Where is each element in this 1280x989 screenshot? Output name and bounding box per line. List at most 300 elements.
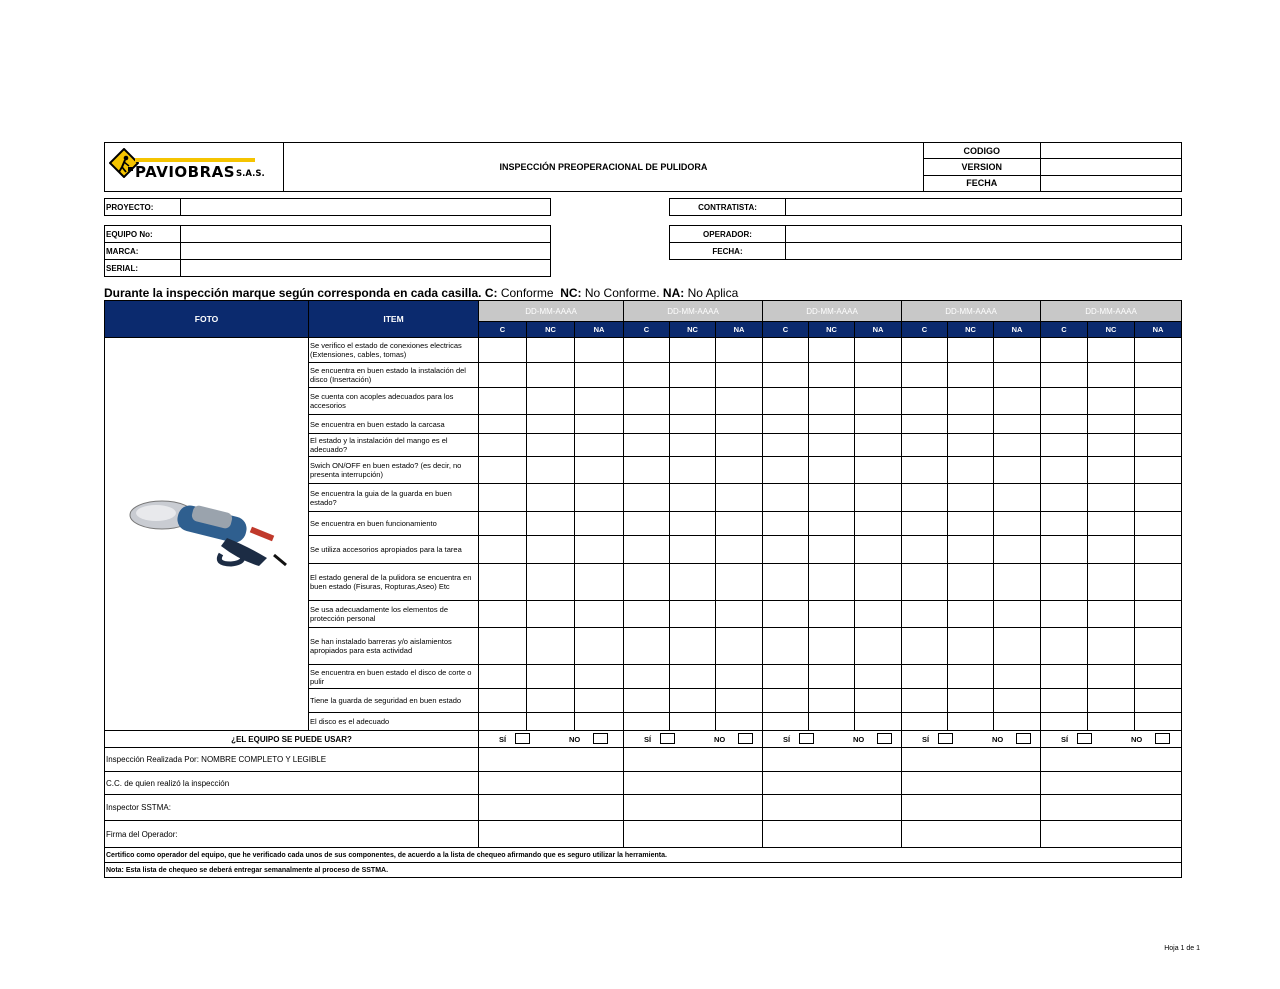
check-cell[interactable] <box>479 512 527 536</box>
check-cell[interactable] <box>575 601 624 628</box>
check-cell[interactable] <box>994 512 1041 536</box>
check-cell[interactable] <box>948 564 994 601</box>
check-cell[interactable] <box>1088 434 1135 457</box>
equipo-field[interactable] <box>181 226 551 243</box>
check-cell[interactable] <box>670 713 716 731</box>
page-title: INSPECCIÓN PREOPERACIONAL DE PULIDORA <box>284 143 924 192</box>
check-cell[interactable] <box>855 512 902 536</box>
check-cell[interactable] <box>763 363 809 388</box>
check-cell[interactable] <box>994 363 1041 388</box>
si-checkbox[interactable] <box>938 733 953 744</box>
check-cell[interactable] <box>809 388 855 415</box>
check-cell[interactable] <box>479 457 527 484</box>
check-cell[interactable] <box>1088 689 1135 713</box>
check-cell[interactable] <box>670 689 716 713</box>
check-cell[interactable] <box>575 484 624 512</box>
status-column-header: NA <box>1135 322 1182 338</box>
check-cell[interactable] <box>624 457 670 484</box>
check-cell[interactable] <box>1135 434 1182 457</box>
footer-entry-field[interactable] <box>763 772 902 795</box>
check-cell[interactable] <box>763 338 809 363</box>
check-cell[interactable] <box>1088 665 1135 689</box>
check-cell[interactable] <box>479 415 527 434</box>
check-cell[interactable] <box>479 628 527 665</box>
check-cell[interactable] <box>624 665 670 689</box>
check-cell[interactable] <box>527 601 575 628</box>
check-cell[interactable] <box>948 628 994 665</box>
check-cell[interactable] <box>855 363 902 388</box>
checklist-item: Se usa adecuadamente los elementos de protección personal <box>309 601 479 628</box>
footer-entry-field[interactable] <box>479 795 624 821</box>
check-cell[interactable] <box>1088 338 1135 363</box>
check-cell[interactable] <box>1041 689 1088 713</box>
check-cell[interactable] <box>994 388 1041 415</box>
check-cell[interactable] <box>809 689 855 713</box>
check-cell[interactable] <box>716 363 763 388</box>
check-cell[interactable] <box>902 388 948 415</box>
check-cell[interactable] <box>809 601 855 628</box>
check-cell[interactable] <box>1135 415 1182 434</box>
check-cell[interactable] <box>1041 564 1088 601</box>
check-cell[interactable] <box>948 484 994 512</box>
check-cell[interactable] <box>527 388 575 415</box>
check-cell[interactable] <box>809 628 855 665</box>
check-cell[interactable] <box>1135 628 1182 665</box>
check-cell[interactable] <box>763 434 809 457</box>
check-cell[interactable] <box>527 363 575 388</box>
check-cell[interactable] <box>855 457 902 484</box>
check-cell[interactable] <box>479 434 527 457</box>
check-cell[interactable] <box>763 665 809 689</box>
check-cell[interactable] <box>994 689 1041 713</box>
check-cell[interactable] <box>479 665 527 689</box>
company-suffix: S.A.S. <box>236 169 265 179</box>
status-column-header: NC <box>527 322 575 338</box>
usar-answer-cell <box>1041 731 1182 748</box>
check-cell[interactable] <box>527 484 575 512</box>
page-number: Hoja 1 de 1 <box>1164 945 1200 952</box>
footer-entry-field[interactable] <box>479 748 624 772</box>
status-column-header: C <box>479 322 527 338</box>
footer-entry-field[interactable] <box>1041 795 1182 821</box>
check-cell[interactable] <box>527 689 575 713</box>
no-checkbox[interactable] <box>593 733 608 744</box>
check-cell[interactable] <box>479 601 527 628</box>
check-cell[interactable] <box>902 628 948 665</box>
check-cell[interactable] <box>809 457 855 484</box>
meta-value[interactable] <box>1040 175 1181 191</box>
check-cell[interactable] <box>1041 512 1088 536</box>
check-cell[interactable] <box>624 564 670 601</box>
check-cell[interactable] <box>1088 484 1135 512</box>
check-cell[interactable] <box>575 536 624 564</box>
footer-entry-field[interactable] <box>1041 748 1182 772</box>
footer-entry-field[interactable] <box>902 772 1041 795</box>
check-cell[interactable] <box>624 484 670 512</box>
check-cell[interactable] <box>670 484 716 512</box>
status-column-header: NA <box>716 322 763 338</box>
check-cell[interactable] <box>948 536 994 564</box>
document-header <box>104 142 1182 192</box>
check-cell[interactable] <box>994 415 1041 434</box>
inspection-date-header[interactable]: DD-MM-AAAA <box>1041 301 1182 322</box>
footer-entry-field[interactable] <box>763 795 902 821</box>
meta-value[interactable] <box>1040 159 1181 175</box>
check-cell[interactable] <box>1135 713 1182 731</box>
check-cell[interactable] <box>948 388 994 415</box>
contratista-field[interactable] <box>786 199 1182 216</box>
check-cell[interactable] <box>948 713 994 731</box>
check-cell[interactable] <box>575 415 624 434</box>
check-cell[interactable] <box>994 484 1041 512</box>
check-cell[interactable] <box>575 665 624 689</box>
check-cell[interactable] <box>763 457 809 484</box>
check-cell[interactable] <box>855 338 902 363</box>
check-cell[interactable] <box>1088 388 1135 415</box>
inspection-date-header[interactable]: DD-MM-AAAA <box>479 301 624 322</box>
check-cell[interactable] <box>479 363 527 388</box>
check-cell[interactable] <box>527 628 575 665</box>
check-cell[interactable] <box>624 512 670 536</box>
footer-entry-field[interactable] <box>902 748 1041 772</box>
fecha-field[interactable] <box>786 243 1182 260</box>
check-cell[interactable] <box>855 484 902 512</box>
footer-entry-field[interactable] <box>763 821 902 848</box>
operator-box <box>669 225 1182 260</box>
check-cell[interactable] <box>994 713 1041 731</box>
check-cell[interactable] <box>624 601 670 628</box>
check-cell[interactable] <box>527 512 575 536</box>
check-cell[interactable] <box>948 415 994 434</box>
footer-entry-field[interactable] <box>624 772 763 795</box>
no-checkbox[interactable] <box>1155 733 1170 744</box>
check-cell[interactable] <box>1135 665 1182 689</box>
footer-entry-field[interactable] <box>763 748 902 772</box>
check-cell[interactable] <box>1041 601 1088 628</box>
check-cell[interactable] <box>809 338 855 363</box>
usar-answer-cell <box>902 731 1041 748</box>
check-cell[interactable] <box>527 536 575 564</box>
check-cell[interactable] <box>902 338 948 363</box>
check-cell[interactable] <box>1135 536 1182 564</box>
check-cell[interactable] <box>855 713 902 731</box>
check-cell[interactable] <box>479 484 527 512</box>
check-cell[interactable] <box>1088 457 1135 484</box>
footer-entry-field[interactable] <box>902 795 1041 821</box>
checklist-item: Se cuenta con acoples adecuados para los accesorios <box>309 388 479 415</box>
check-cell[interactable] <box>948 601 994 628</box>
check-cell[interactable] <box>1135 564 1182 601</box>
check-cell[interactable] <box>575 689 624 713</box>
footer-entry-field[interactable] <box>479 821 624 848</box>
check-cell[interactable] <box>763 628 809 665</box>
check-cell[interactable] <box>670 388 716 415</box>
check-cell[interactable] <box>670 434 716 457</box>
check-cell[interactable] <box>670 512 716 536</box>
check-cell[interactable] <box>1135 601 1182 628</box>
check-cell[interactable] <box>994 628 1041 665</box>
marca-label: MARCA: <box>105 243 181 260</box>
check-cell[interactable] <box>1041 457 1088 484</box>
check-cell[interactable] <box>763 484 809 512</box>
check-cell[interactable] <box>624 536 670 564</box>
check-cell[interactable] <box>527 457 575 484</box>
check-cell[interactable] <box>994 564 1041 601</box>
si-checkbox[interactable] <box>515 733 530 744</box>
check-cell[interactable] <box>527 338 575 363</box>
check-cell[interactable] <box>855 388 902 415</box>
check-cell[interactable] <box>1041 665 1088 689</box>
check-cell[interactable] <box>902 601 948 628</box>
check-cell[interactable] <box>902 415 948 434</box>
check-cell[interactable] <box>809 665 855 689</box>
check-cell[interactable] <box>716 434 763 457</box>
footer-entry-field[interactable] <box>624 821 763 848</box>
check-cell[interactable] <box>1041 388 1088 415</box>
si-checkbox[interactable] <box>1077 733 1092 744</box>
check-cell[interactable] <box>527 564 575 601</box>
check-cell[interactable] <box>1135 457 1182 484</box>
check-cell[interactable] <box>624 628 670 665</box>
check-cell[interactable] <box>670 564 716 601</box>
check-cell[interactable] <box>479 689 527 713</box>
check-cell[interactable] <box>575 512 624 536</box>
no-checkbox[interactable] <box>1016 733 1031 744</box>
check-cell[interactable] <box>763 388 809 415</box>
check-cell[interactable] <box>1088 601 1135 628</box>
check-cell[interactable] <box>670 536 716 564</box>
inspection-date-header[interactable]: DD-MM-AAAA <box>902 301 1041 322</box>
check-cell[interactable] <box>763 512 809 536</box>
checklist-item: Se han instalado barreras y/o aislamientos apropiados para esta actividad <box>309 628 479 665</box>
check-cell[interactable] <box>1041 484 1088 512</box>
check-cell[interactable] <box>575 713 624 731</box>
check-cell[interactable] <box>1135 363 1182 388</box>
status-column-header: C <box>1041 322 1088 338</box>
check-cell[interactable] <box>670 601 716 628</box>
check-cell[interactable] <box>527 434 575 457</box>
meta-value[interactable] <box>1040 143 1181 159</box>
check-cell[interactable] <box>479 536 527 564</box>
check-cell[interactable] <box>670 338 716 363</box>
check-cell[interactable] <box>716 512 763 536</box>
footer-entry-field[interactable] <box>479 772 624 795</box>
check-cell[interactable] <box>809 484 855 512</box>
check-cell[interactable] <box>994 601 1041 628</box>
check-cell[interactable] <box>479 338 527 363</box>
check-cell[interactable] <box>575 363 624 388</box>
check-cell[interactable] <box>1088 713 1135 731</box>
check-cell[interactable] <box>809 564 855 601</box>
check-cell[interactable] <box>716 415 763 434</box>
check-cell[interactable] <box>716 388 763 415</box>
check-cell[interactable] <box>809 536 855 564</box>
no-label: NO <box>569 735 581 744</box>
check-cell[interactable] <box>624 434 670 457</box>
check-cell[interactable] <box>1088 363 1135 388</box>
check-cell[interactable] <box>809 363 855 388</box>
check-cell[interactable] <box>575 628 624 665</box>
check-cell[interactable] <box>855 689 902 713</box>
check-cell[interactable] <box>994 457 1041 484</box>
check-cell[interactable] <box>1041 713 1088 731</box>
check-cell[interactable] <box>948 338 994 363</box>
check-cell[interactable] <box>624 689 670 713</box>
check-cell[interactable] <box>670 415 716 434</box>
si-checkbox[interactable] <box>799 733 814 744</box>
check-cell[interactable] <box>855 564 902 601</box>
check-cell[interactable] <box>716 564 763 601</box>
si-label: SÍ <box>499 735 507 744</box>
marca-field[interactable] <box>181 243 551 260</box>
check-cell[interactable] <box>948 457 994 484</box>
check-cell[interactable] <box>902 512 948 536</box>
no-label: NO <box>853 735 865 744</box>
check-cell[interactable] <box>902 665 948 689</box>
no-checkbox[interactable] <box>738 733 753 744</box>
check-cell[interactable] <box>575 434 624 457</box>
check-cell[interactable] <box>902 363 948 388</box>
check-cell[interactable] <box>575 457 624 484</box>
meta-label: FECHA <box>923 175 1040 191</box>
check-cell[interactable] <box>902 484 948 512</box>
check-cell[interactable] <box>1088 564 1135 601</box>
check-cell[interactable] <box>1135 512 1182 536</box>
check-cell[interactable] <box>763 415 809 434</box>
check-cell[interactable] <box>1041 434 1088 457</box>
check-cell[interactable] <box>902 689 948 713</box>
check-cell[interactable] <box>670 457 716 484</box>
check-cell[interactable] <box>1041 338 1088 363</box>
check-cell[interactable] <box>716 665 763 689</box>
check-cell[interactable] <box>994 536 1041 564</box>
check-cell[interactable] <box>716 484 763 512</box>
check-cell[interactable] <box>624 363 670 388</box>
equipment-box <box>104 225 551 277</box>
check-cell[interactable] <box>624 415 670 434</box>
check-cell[interactable] <box>855 434 902 457</box>
check-cell[interactable] <box>1135 689 1182 713</box>
check-cell[interactable] <box>1041 415 1088 434</box>
check-cell[interactable] <box>902 713 948 731</box>
check-cell[interactable] <box>1135 484 1182 512</box>
check-cell[interactable] <box>527 665 575 689</box>
check-cell[interactable] <box>809 512 855 536</box>
footer-label: Inspector SSTMA: <box>105 795 479 821</box>
proyecto-field[interactable] <box>181 199 551 216</box>
footer-entry-field[interactable] <box>624 795 763 821</box>
check-cell[interactable] <box>624 388 670 415</box>
check-cell[interactable] <box>575 338 624 363</box>
check-cell[interactable] <box>1041 536 1088 564</box>
check-cell[interactable] <box>948 665 994 689</box>
angle-grinder-image <box>122 493 292 573</box>
footer-entry-field[interactable] <box>902 821 1041 848</box>
check-cell[interactable] <box>763 689 809 713</box>
check-cell[interactable] <box>809 415 855 434</box>
check-cell[interactable] <box>763 713 809 731</box>
check-cell[interactable] <box>575 564 624 601</box>
check-cell[interactable] <box>763 564 809 601</box>
check-cell[interactable] <box>902 434 948 457</box>
check-cell[interactable] <box>855 628 902 665</box>
footer-entry-field[interactable] <box>1041 821 1182 848</box>
check-cell[interactable] <box>624 338 670 363</box>
check-cell[interactable] <box>575 388 624 415</box>
check-cell[interactable] <box>855 415 902 434</box>
check-cell[interactable] <box>994 338 1041 363</box>
check-cell[interactable] <box>479 564 527 601</box>
check-cell[interactable] <box>948 689 994 713</box>
check-cell[interactable] <box>809 434 855 457</box>
check-cell[interactable] <box>948 363 994 388</box>
check-cell[interactable] <box>527 713 575 731</box>
check-cell[interactable] <box>902 564 948 601</box>
check-cell[interactable] <box>763 601 809 628</box>
check-cell[interactable] <box>1135 338 1182 363</box>
proyecto-label: PROYECTO: <box>105 199 181 216</box>
check-cell[interactable] <box>670 628 716 665</box>
contratista-label: CONTRATISTA: <box>670 199 786 216</box>
check-cell[interactable] <box>716 338 763 363</box>
check-cell[interactable] <box>670 665 716 689</box>
company-name: PAVIOBRAS <box>135 163 236 181</box>
check-cell[interactable] <box>1135 388 1182 415</box>
check-cell[interactable] <box>479 388 527 415</box>
check-cell[interactable] <box>1041 628 1088 665</box>
check-cell[interactable] <box>948 434 994 457</box>
footer-entry-field[interactable] <box>624 748 763 772</box>
check-cell[interactable] <box>716 601 763 628</box>
inspection-date-header[interactable]: DD-MM-AAAA <box>624 301 763 322</box>
check-cell[interactable] <box>1088 512 1135 536</box>
check-cell[interactable] <box>670 363 716 388</box>
check-cell[interactable] <box>902 457 948 484</box>
checklist-item: Se encuentra en buen estado la instalación del disco (Insertación) <box>309 363 479 388</box>
check-cell[interactable] <box>855 601 902 628</box>
instructions <box>104 286 738 300</box>
check-cell[interactable] <box>763 536 809 564</box>
check-cell[interactable] <box>855 536 902 564</box>
check-cell[interactable] <box>716 689 763 713</box>
si-checkbox[interactable] <box>660 733 675 744</box>
check-cell[interactable] <box>479 713 527 731</box>
check-cell[interactable] <box>902 536 948 564</box>
inspection-date-header[interactable]: DD-MM-AAAA <box>763 301 902 322</box>
check-cell[interactable] <box>855 665 902 689</box>
check-cell[interactable] <box>716 457 763 484</box>
check-cell[interactable] <box>1088 536 1135 564</box>
operador-field[interactable] <box>786 226 1182 243</box>
check-cell[interactable] <box>716 713 763 731</box>
check-cell[interactable] <box>994 665 1041 689</box>
check-cell[interactable] <box>624 713 670 731</box>
footer-entry-field[interactable] <box>1041 772 1182 795</box>
serial-field[interactable] <box>181 260 551 277</box>
check-cell[interactable] <box>948 512 994 536</box>
check-cell[interactable] <box>1088 415 1135 434</box>
no-checkbox[interactable] <box>877 733 892 744</box>
check-cell[interactable] <box>1088 628 1135 665</box>
checklist-item: Swich ON/OFF en buen estado? (es decir, no presenta interrupción) <box>309 457 479 484</box>
check-cell[interactable] <box>527 415 575 434</box>
check-cell[interactable] <box>1041 363 1088 388</box>
check-cell[interactable] <box>716 536 763 564</box>
check-cell[interactable] <box>716 628 763 665</box>
check-cell[interactable] <box>809 713 855 731</box>
c-text: Conforme <box>500 286 554 300</box>
check-cell[interactable] <box>994 434 1041 457</box>
